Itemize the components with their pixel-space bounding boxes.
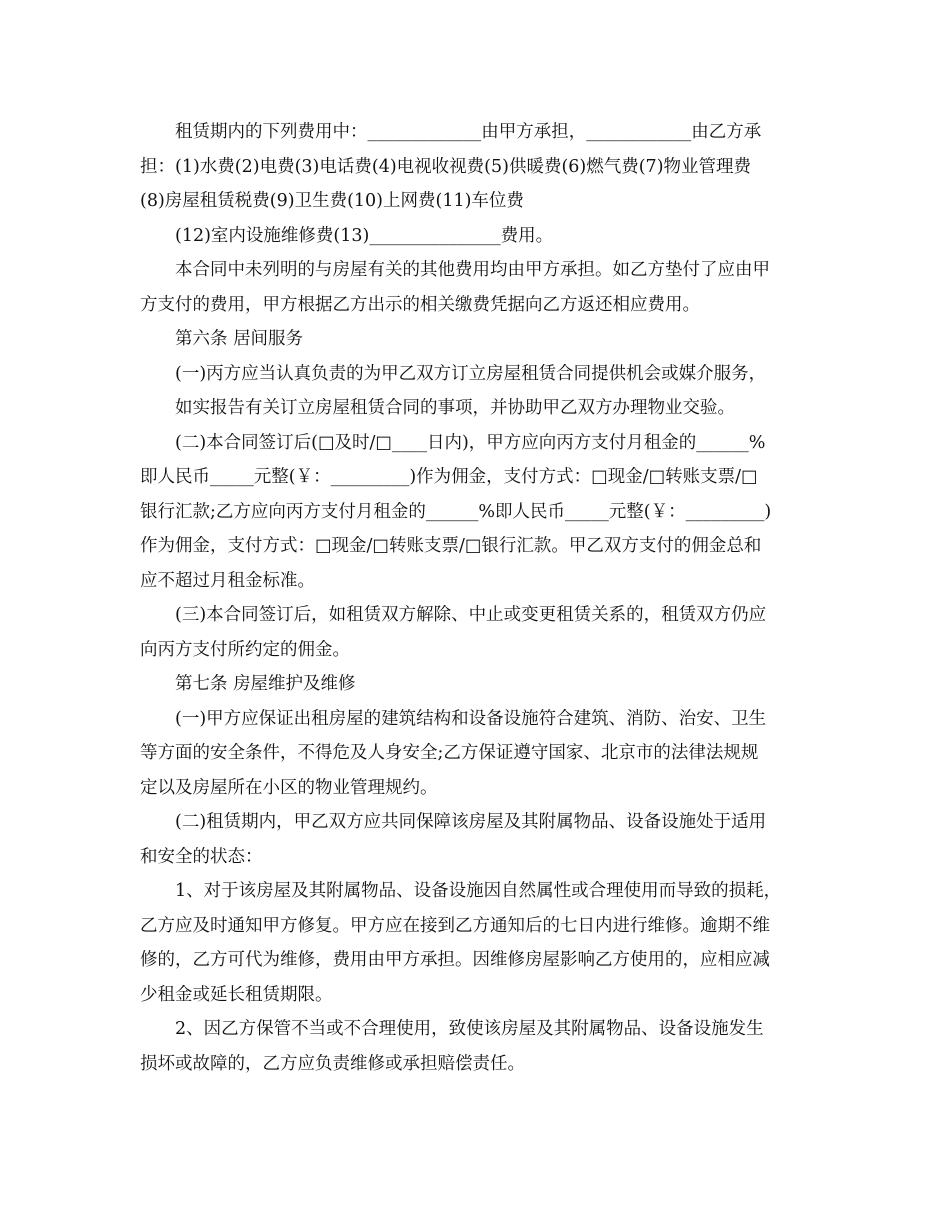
paragraph-line: 担：(1)水费(2)电费(3)电话费(4)电视收视费(5)供暖费(6)燃气费(7)物业管理费 (140, 156, 752, 177)
paragraph-line: 租赁期内的下列费用中：_____________由甲方承担，____________由乙方承 (175, 122, 762, 142)
paragraph-line: 银行汇款;乙方应向丙方支付月租金的______%即人民币_____元整(￥：_________) (140, 501, 772, 522)
paragraph-line: 2、因乙方保管不当或不合理使用，致使该房屋及其附属物品、设备设施发生 (175, 1019, 764, 1039)
paragraph-line: (二)本合同签订后(□及时/□____日内)，甲方应向丙方支付月租金的______% (175, 432, 766, 453)
paragraph-line: 损坏或故障的，乙方应负责维修或承担赔偿责任。 (140, 1053, 525, 1074)
paragraph-line: (二)租赁期内，甲乙双方应共同保障该房屋及其附属物品、设备设施处于适用 (175, 812, 767, 832)
paragraph-line: (一)丙方应当认真负责的为甲乙双方订立房屋租赁合同提供机会或媒介服务， (175, 363, 767, 384)
paragraph-line: (12)室内设施维修费(13)_______________费用。 (175, 225, 554, 246)
paragraph-line: 方支付的费用，甲方根据乙方出示的相关缴费凭据向乙方返还相应费用。 (140, 294, 700, 315)
paragraph-line: 作为佣金，支付方式：□现金/□转账支票/□银行汇款。甲乙双方支付的佣金总和 (140, 536, 762, 556)
paragraph-line: 本合同中未列明的与房屋有关的其他费用均由甲方承担。如乙方垫付了应由甲 (175, 260, 770, 280)
paragraph-line: 如实报告有关订立房屋租赁合同的事项，并协助甲乙双方办理物业交验。 (175, 398, 735, 418)
paragraph-line: 等方面的安全条件，不得危及人身安全;乙方保证遵守国家、北京市的法律法规规 (140, 743, 759, 763)
section-heading: 第六条 居间服务 (175, 329, 304, 349)
document-body (140, 115, 830, 1081)
paragraph-line: 即人民币_____元整(￥：_________)作为佣金，支付方式：□现金/□转账支票/□ (140, 467, 758, 487)
paragraph-line: 乙方应及时通知甲方修复。甲方应在接到乙方通知后的七日内进行维修。逾期不维 (140, 915, 770, 936)
paragraph-line: 定以及房屋所在小区的物业管理规约。 (140, 777, 438, 798)
section-heading: 第七条 房屋维护及维修 (175, 674, 356, 694)
paragraph-line: 1、对于该房屋及其附属物品、设备设施因自然属性或合理使用而导致的损耗， (175, 881, 782, 901)
paragraph-line: 和安全的状态： (140, 846, 263, 867)
paragraph-line: (一)甲方应保证出租房屋的建筑结构和设备设施符合建筑、消防、治安、卫生 (175, 708, 767, 729)
paragraph-line: (三)本合同签订后，如租赁双方解除、中止或变更租赁关系的，租赁双方仍应 (175, 605, 767, 625)
paragraph-line: 应不超过月租金标准。 (140, 570, 315, 591)
paragraph-line: 修的，乙方可代为维修，费用由甲方承担。因维修房屋影响乙方使用的，应相应减 (140, 950, 770, 970)
paragraph-line: (8)房屋租赁税费(9)卫生费(10)上网费(11)车位费 (140, 191, 524, 211)
paragraph-line: 向丙方支付所约定的佣金。 (140, 639, 350, 660)
paragraph-line: 少租金或延长租赁期限。 (140, 984, 333, 1005)
